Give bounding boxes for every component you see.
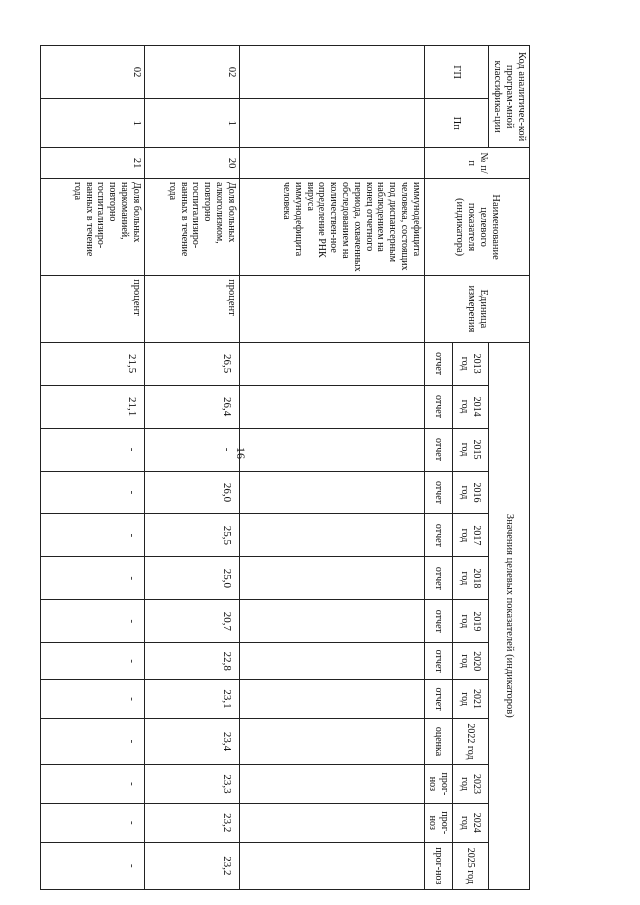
header-status: прог-ноз (424, 765, 452, 804)
header-year: 2020 год (452, 643, 488, 680)
header-year: 2017 год (452, 514, 488, 557)
indicators-table (40, 45, 530, 890)
cell-value: - (40, 718, 144, 764)
cell-value: 21,5 (40, 342, 144, 385)
table-row (40, 46, 144, 890)
cell-value: 23,2 (144, 842, 239, 889)
cell-value: 25,0 (144, 557, 239, 600)
cell-value: 21,1 (40, 385, 144, 428)
cell-value: - (40, 765, 144, 804)
cell-value: - (40, 471, 144, 514)
header-year: 2015 год (452, 428, 488, 471)
cell-value: 26,4 (144, 385, 239, 428)
cell-value (239, 765, 424, 804)
header-status: прог-ноз (424, 803, 452, 842)
rotated-table-wrapper (60, 45, 530, 890)
cell-value (239, 680, 424, 719)
cell-value: - (40, 428, 144, 471)
cell-number: 20 (144, 148, 239, 179)
cell-value: - (40, 842, 144, 889)
header-year: 2022 год (452, 718, 488, 764)
cell-value (239, 428, 424, 471)
header-name: Наименование целевого показателя (индикатора) (424, 178, 529, 275)
cell-indicator-name: Доля больных наркоманией, повторно госпитализиро-ванных в течение года (40, 178, 144, 275)
cell-value: - (40, 803, 144, 842)
page-number: 16 (234, 447, 248, 459)
cell-value: - (144, 428, 239, 471)
header-year: 2019 год (452, 600, 488, 643)
cell-indicator-name: иммунодефицита человека, состоящих под диспансерным наблюдением на конец отчетного периода, охваченных обследованием на количествен-ное определение РНК вируса иммунодефицита человека (239, 178, 424, 275)
cell-gp (239, 46, 424, 99)
header-status: отчет (424, 600, 452, 643)
cell-value (239, 342, 424, 385)
cell-value (239, 718, 424, 764)
header-number: № п/п (424, 148, 529, 179)
cell-value: 26,5 (144, 342, 239, 385)
cell-unit: процент (40, 276, 144, 342)
header-year: 2016 год (452, 471, 488, 514)
cell-unit: процент (144, 276, 239, 342)
cell-unit (239, 276, 424, 342)
cell-value: 23,2 (144, 803, 239, 842)
cell-value (239, 514, 424, 557)
cell-number: 21 (40, 148, 144, 179)
cell-value: 23,3 (144, 765, 239, 804)
header-year: 2025 год (452, 842, 488, 889)
cell-value (239, 643, 424, 680)
header-status: отчет (424, 557, 452, 600)
header-year: 2014 год (452, 385, 488, 428)
header-status: отчет (424, 643, 452, 680)
table-row (239, 46, 424, 890)
header-status: отчет (424, 471, 452, 514)
cell-value: - (40, 600, 144, 643)
cell-value: - (40, 643, 144, 680)
cell-value (239, 842, 424, 889)
header-pp: Пп (424, 99, 488, 148)
header-year: 2018 год (452, 557, 488, 600)
cell-value (239, 385, 424, 428)
table-row (144, 46, 239, 890)
cell-number (239, 148, 424, 179)
header-gp: ГП (424, 46, 488, 99)
cell-gp: 02 (144, 46, 239, 99)
cell-value: 23,4 (144, 718, 239, 764)
cell-value: - (40, 557, 144, 600)
header-year: 2013 год (452, 342, 488, 385)
cell-value: 23,1 (144, 680, 239, 719)
cell-indicator-name: Доля больных алкоголизмом, повторно госпитализиро-ванных в течение года (144, 178, 239, 275)
header-year: 2023 год (452, 765, 488, 804)
header-status: отчет (424, 514, 452, 557)
header-status: отчет (424, 428, 452, 471)
header-status: прог-ноз (424, 842, 452, 889)
header-year: 2024 год (452, 803, 488, 842)
header-year: 2021 год (452, 680, 488, 719)
header-code: Код аналитичес-кой програм-мной классифика-ции (488, 46, 529, 148)
cell-value (239, 557, 424, 600)
cell-pp (239, 99, 424, 148)
cell-pp: 1 (144, 99, 239, 148)
cell-value: 25,5 (144, 514, 239, 557)
header-values: Значения целевых показателей (индикаторов) (488, 342, 529, 889)
cell-value (239, 803, 424, 842)
cell-pp: 1 (40, 99, 144, 148)
cell-value: - (40, 514, 144, 557)
cell-value: 22,8 (144, 643, 239, 680)
header-status: отчет (424, 680, 452, 719)
cell-gp: 02 (40, 46, 144, 99)
cell-value: 20,7 (144, 600, 239, 643)
header-status: оценка (424, 718, 452, 764)
cell-value: - (40, 680, 144, 719)
cell-value (239, 471, 424, 514)
cell-value: 26,0 (144, 471, 239, 514)
header-status: отчет (424, 342, 452, 385)
header-unit: Единица измерения (424, 276, 529, 342)
header-status: отчет (424, 385, 452, 428)
cell-value (239, 600, 424, 643)
